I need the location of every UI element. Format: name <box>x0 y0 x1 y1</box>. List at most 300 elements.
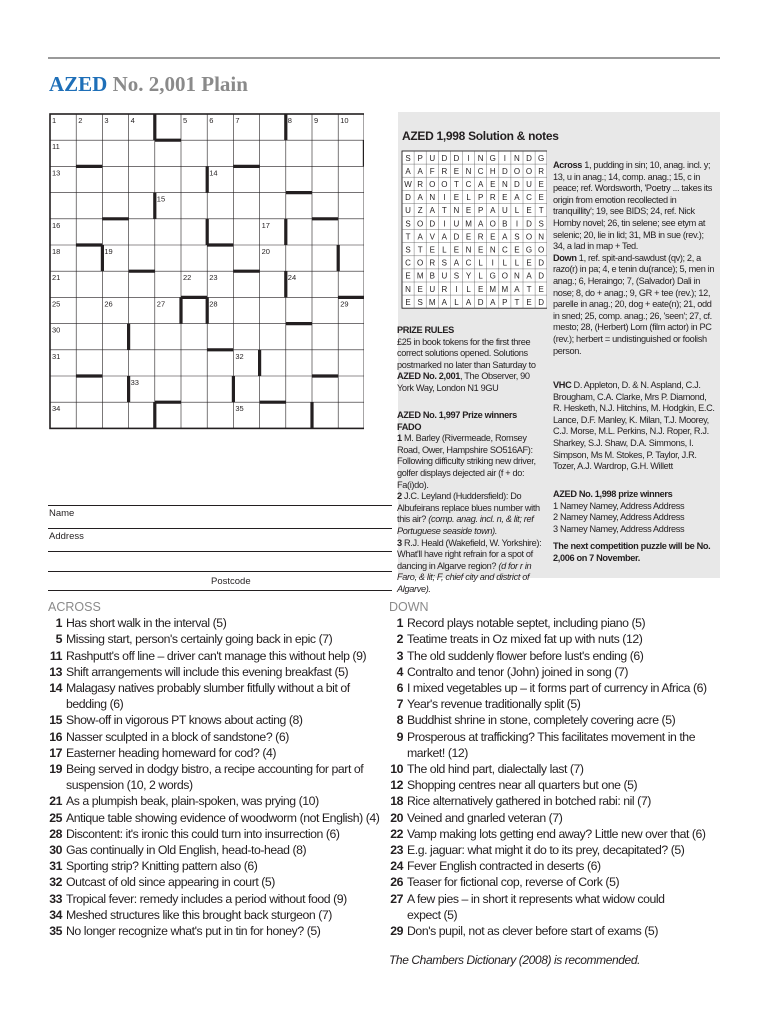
prize-winners-1997 <box>397 410 547 596</box>
across-notes-text: 1, pudding in sin; 10, anag. incl. y; 13, u in anag.; 14, comp. anag.; 15, c in peace; ref. Wordsworth, 'Poetry ... takes its origin from emotion recollected in tranquillity'; 19, see BIDS; 24, ref. Nick Hornby novel; 26, tin selene; see etym at selenic; 20, lie in lid; 31, MB in sue (rev.); 34, a lad in map + Ted. <box>553 160 712 252</box>
clue-number: 3 <box>396 648 403 663</box>
clue-number: 30 <box>49 843 62 858</box>
clue-number: 31 <box>49 859 62 874</box>
grid-clue-number: 25 <box>52 299 61 309</box>
clue-text: A few pies – in short it represents what widow could <box>407 891 665 906</box>
clue-text: Discontent: it's ironic this could turn into insurrection (6) <box>66 826 340 841</box>
across-clue <box>48 615 388 631</box>
winner-entry-2: 2 J.C. Leyland (Huddersfield): Do Albufeirans replace blues number with this air? (comp. anag. incl. n, & lit; ref Portuguese seaside town). <box>397 491 540 536</box>
solution-letter: P <box>417 153 423 163</box>
solution-letter: I <box>515 219 519 229</box>
solution-letter: H <box>489 166 496 176</box>
prize-rules-address: , The Observer, 90 York Way, London N1 9GU <box>397 371 530 393</box>
solution-letter: E <box>405 297 411 307</box>
puzzle-number: No. 2,001 Plain <box>112 72 248 96</box>
solution-letter: C <box>465 258 472 268</box>
solution-letter: N <box>514 153 520 163</box>
solution-letter: N <box>405 284 411 294</box>
grid-clue-number: 29 <box>340 299 349 309</box>
grid-clue-number: 35 <box>235 404 244 414</box>
down-clue <box>389 615 719 631</box>
down-clue <box>389 891 719 907</box>
down-clue <box>389 777 719 793</box>
solution-letter: N <box>429 193 436 203</box>
solution-letter: D <box>538 271 545 281</box>
grid-clue-number: 31 <box>52 351 61 361</box>
solution-letter: L <box>478 271 483 281</box>
down-clue <box>389 842 719 858</box>
solution-letter: G <box>489 271 496 281</box>
grid-clue-number: 13 <box>52 168 61 178</box>
solution-letter: G <box>538 153 545 163</box>
clue-number: 27 <box>390 891 403 906</box>
across-clue <box>48 891 388 907</box>
clue-text: Easterner heading homeward for cod? (4) <box>66 745 277 760</box>
across-clue <box>48 858 388 874</box>
top-rule <box>48 57 720 59</box>
solution-letter: D <box>429 219 436 229</box>
clue-text: Rashputt's off line – driver can't manage this without help (9) <box>66 648 367 663</box>
clue-number: 29 <box>390 924 403 939</box>
across-clue <box>48 680 388 696</box>
solution-letter: N <box>538 232 545 242</box>
prize-rules-puzzle: AZED No. 2,001 <box>397 371 461 382</box>
postcode-label: Postcode <box>211 576 251 587</box>
solution-letter: A <box>405 166 411 176</box>
solution-letter: S <box>538 219 544 229</box>
clue-number: 7 <box>396 697 403 712</box>
grid-clue-number: 10 <box>340 116 349 125</box>
clue-text: Sporting strip? Knitting pattern also (6) <box>66 859 258 874</box>
grid-clue-number: 1 <box>52 116 57 125</box>
grid-clue-number: 30 <box>52 325 61 335</box>
solution-letter: E <box>465 232 472 242</box>
clue-text: Gas continually in Old English, head-to-head (8) <box>66 843 307 858</box>
solution-letter: T <box>441 206 447 216</box>
solution-letter: B <box>502 219 508 229</box>
clue-number: 15 <box>49 713 62 728</box>
down-notes-label: Down <box>553 252 577 263</box>
solution-letter: E <box>526 297 532 307</box>
across-clue <box>48 729 388 745</box>
down-clue <box>389 761 719 777</box>
brand-azed: AZED <box>49 72 108 96</box>
clue-text: Contralto and tenor (John) joined in song (7) <box>407 664 629 679</box>
address-field[interactable] <box>48 551 392 552</box>
grid-clue-number: 34 <box>52 404 61 414</box>
solution-letter: E <box>526 206 532 216</box>
across-clue <box>48 712 388 728</box>
prize-rules-title: PRIZE RULES <box>397 325 454 335</box>
across-clue <box>48 842 388 858</box>
across-clue <box>48 745 388 761</box>
winner-entry-1: 1 M. Barley (Rivermeade, Romsey Road, Ower, Hampshire SO516AF): Following difficulty striking new driver, golfer displays dejected air (f + do: Fa(i)do). <box>397 433 536 490</box>
solution-letter: A <box>453 258 460 268</box>
solution-letter: U <box>526 180 532 189</box>
grid-clue-number: 19 <box>104 247 113 256</box>
solution-letter: R <box>477 232 484 242</box>
down-heading: DOWN <box>389 600 429 614</box>
solution-letter: A <box>441 232 448 242</box>
solution-letter: T <box>514 297 520 307</box>
solution-letter: D <box>538 297 545 307</box>
clue-text: Shift arrangements will include this evening breakfast (5) <box>66 664 349 679</box>
solution-letter: A <box>526 271 532 281</box>
clue-text: Fever English contracted in deserts (6) <box>407 859 601 874</box>
address-line-2[interactable] <box>48 571 392 572</box>
grid-clue-number: 17 <box>261 220 270 230</box>
solution-letter: O <box>489 219 496 229</box>
down-clue <box>389 631 719 647</box>
prize-rules-text: £25 in book tokens for the first three correct solutions opened. Solutions postmarked no later than Saturday to <box>397 336 536 370</box>
clue-text: Has short walk in the interval (5) <box>66 616 227 631</box>
clue-number: 17 <box>49 745 62 760</box>
solution-letter: L <box>454 297 459 307</box>
solution-letter: R <box>441 166 448 176</box>
solution-title: AZED 1,998 Solution & notes <box>402 129 559 143</box>
solution-letter: D <box>526 153 532 163</box>
across-notes-label: Across <box>553 160 583 170</box>
down-clue <box>389 810 719 826</box>
solution-letter: O <box>429 180 436 189</box>
solution-letter: D <box>526 219 532 229</box>
solution-letter: E <box>453 245 460 255</box>
solution-letter: I <box>503 153 506 163</box>
solution-letter: D <box>514 180 520 189</box>
solution-letter: N <box>477 153 484 163</box>
solution-letter: I <box>443 219 446 229</box>
solution-letter: N <box>465 166 472 176</box>
solution-letter: S <box>405 245 411 255</box>
solution-grid <box>401 150 547 320</box>
prize-rules-block <box>397 325 547 395</box>
solution-letter: E <box>453 166 460 176</box>
solution-letter: T <box>417 245 423 255</box>
down-clue <box>389 793 719 809</box>
down-notes-text: 1, ref. spit-and-sawdust (qv); 2, a razo(r) in pa; 4, e tenin du(rance); 5, men in anag.; 6, Heraingo; 7, (Salvador) Dali in nose; 8, do + anag.; 9, GR + tee (rev.); 12, parelle in anag.; 20, dog + eate(n); 21, odd in sned; 25, comp. anag.; 26, 'seen'; 27, cf. mesto; 28, (Herbert) Lom (film actor) in PC (rev.); herbert = undistinguished or foolish person. <box>553 252 715 356</box>
down-clue <box>389 874 719 890</box>
clue-number: 11 <box>49 648 62 663</box>
solution-letter: C <box>526 193 532 203</box>
grid-clue-number: 22 <box>183 273 192 283</box>
solution-letter: N <box>465 245 472 255</box>
solution-letter: E <box>405 271 411 281</box>
down-clue <box>389 648 719 664</box>
down-clue <box>389 858 719 874</box>
solution-letter: C <box>501 245 508 255</box>
clue-text: E.g. jaguar: what might it do to its prey, decapitated? (5) <box>407 843 685 858</box>
clue-text: suspension (10, 2 words) <box>66 778 193 793</box>
down-clue <box>389 745 719 761</box>
vhc-block <box>553 380 717 473</box>
solution-letter: C <box>405 258 411 268</box>
down-clue <box>389 712 719 728</box>
clue-number: 23 <box>390 843 403 858</box>
grid-clue-number: 24 <box>287 273 297 283</box>
clue-number: 14 <box>49 681 62 696</box>
solution-letter: U <box>453 219 460 229</box>
clue-number: 25 <box>49 810 62 825</box>
solution-letter: B <box>429 271 435 281</box>
name-label: Name <box>49 508 75 519</box>
clue-text: expect (5) <box>407 907 458 922</box>
crossword-grid[interactable] <box>48 112 364 487</box>
solution-letter: E <box>453 193 460 203</box>
solution-letter: W <box>404 180 412 189</box>
solution-letter: L <box>514 206 520 216</box>
clue-text: Nasser sculpted in a block of sandstone? (6) <box>66 729 289 744</box>
solution-letter: M <box>501 284 509 294</box>
solution-letter: A <box>477 219 484 229</box>
clue-text: Buddhist shrine in stone, completely covering acre (5) <box>407 713 676 728</box>
clue-text: market! (12) <box>407 745 468 760</box>
clue-text: Meshed structures like this brought back sturgeon (7) <box>66 907 332 922</box>
clue-text: Missing start, person's certainly going back in epic (7) <box>66 632 333 647</box>
solution-letter: A <box>477 180 484 189</box>
solution-letter: C <box>465 180 472 189</box>
vhc-text: D. Appleton, D. & N. Aspland, C.J. Brougham, C.A. Clarke, Mrs P. Diamond, R. Hesketh, N.J. Hitchins, M. Hodgkin, E.C. Lance, D.F. Manley, K. Milan, T.J. Moorey, C.J. Morse, M.L. Perkins, N.J. Roper, R.J. Sharkey, S.J. Shaw, D.A. Simmons, I. Simpson, Ms M. Stokes, P. Taylor, J.R. Tozer, A.J. Wardrop, G.H. Willett <box>553 380 715 472</box>
solution-letter: R <box>489 193 496 203</box>
solution-letter: A <box>465 297 472 307</box>
solution-letter: A <box>417 166 423 176</box>
grid-clue-number: 16 <box>52 220 61 230</box>
puzzle-title <box>49 72 248 97</box>
grid-clue-number: 14 <box>209 168 218 178</box>
clue-number: 35 <box>49 924 62 939</box>
solution-letter: E <box>477 245 484 255</box>
grid-clue-number: 4 <box>130 116 135 125</box>
clue-text: Rice alternatively gathered in botched rabi: nil (7) <box>407 794 651 809</box>
solution-letter: O <box>538 245 545 255</box>
solution-letter: U <box>429 284 436 294</box>
clue-number: 18 <box>390 794 403 809</box>
solution-letter: E <box>514 245 520 255</box>
solution-letter: O <box>501 271 508 281</box>
grid-clue-number: 15 <box>156 194 166 204</box>
solution-letter: S <box>514 232 520 242</box>
clue-number: 4 <box>396 664 403 679</box>
solution-letter: A <box>417 193 423 203</box>
across-clue <box>48 874 388 890</box>
solution-letter: N <box>489 245 496 255</box>
grid-clue-number: 11 <box>52 142 60 152</box>
grid-clue-number: 18 <box>52 247 61 256</box>
down-clue <box>389 696 719 712</box>
down-clues <box>389 599 719 939</box>
clue-number: 9 <box>396 729 403 744</box>
solution-letter: R <box>441 284 448 294</box>
clue-text: Show-off in vigorous PT knows about acting (8) <box>66 713 303 728</box>
winners-title: AZED No. 1,997 Prize winners <box>397 410 517 420</box>
clue-text: Outcast of old since appearing in court (5) <box>66 875 275 890</box>
clue-text: Record plays notable septet, including piano (5) <box>407 616 646 631</box>
solution-letter: S <box>441 258 448 268</box>
solution-letter: A <box>502 232 508 242</box>
clue-text: Shopping centres near all quarters but one (5) <box>407 778 638 793</box>
clue-number: 16 <box>49 729 62 744</box>
solution-letter: E <box>490 232 496 242</box>
grid-clue-number: 6 <box>209 116 214 125</box>
solution-letter: G <box>525 245 533 255</box>
across-clue <box>48 631 388 647</box>
solution-letter: E <box>538 284 544 294</box>
solution-letter: N <box>501 180 508 189</box>
solution-letter: O <box>513 166 521 176</box>
solution-letter: A <box>514 193 520 203</box>
winner1998-3: 3 Namey Namey, Address Address <box>553 523 685 534</box>
solution-letter: P <box>502 297 508 307</box>
solution-letter: L <box>466 284 471 294</box>
winner1998-1: 1 Namey Namey, Address Address <box>553 500 685 511</box>
clue-number: 19 <box>49 762 62 777</box>
solution-letter: E <box>465 206 472 216</box>
solution-letter: L <box>442 245 447 255</box>
address-label: Address <box>49 531 84 542</box>
solution-letter: C <box>477 166 484 176</box>
solution-letter: T <box>454 180 459 189</box>
winner-entry-3: 3 R.J. Heald (Wakefield, W. Yorkshire): What'll have right refrain for a spot of dancing in Algarve region? (d for r in Faro, & lit; F, chief city and district of Algarve). <box>397 537 542 594</box>
clue-number: 6 <box>396 681 403 696</box>
solution-letter: E <box>477 284 484 294</box>
solution-letter: I <box>443 193 446 203</box>
grid-clue-number: 23 <box>209 273 218 283</box>
clue-text: Don's pupil, not as clever before start of exams (5) <box>407 924 658 939</box>
next-competition: The next competition puzzle will be No. 2,006 on 7 November. <box>553 541 711 563</box>
postcode-field[interactable] <box>48 590 392 591</box>
name-field[interactable] <box>48 528 392 529</box>
grid-clue-number: 9 <box>314 116 319 125</box>
clue-number: 34 <box>49 907 62 922</box>
across-clue <box>48 923 388 939</box>
down-clue <box>389 826 719 842</box>
solution-letter: A <box>429 206 435 216</box>
solution-letter: L <box>514 258 520 268</box>
solution-letter: M <box>465 219 472 229</box>
winners1998-title: AZED No. 1,998 prize winners <box>553 489 673 499</box>
clue-text: Malagasy natives probably slumber fitfully without a bit of <box>66 681 350 696</box>
solution-letter: A <box>490 206 496 216</box>
vhc-label: VHC <box>553 380 572 390</box>
solution-letter: S <box>453 271 460 281</box>
solution-letter: E <box>538 193 544 203</box>
clue-number: 1 <box>55 616 62 631</box>
down-clue <box>389 680 719 696</box>
clue-number: 2 <box>396 632 403 647</box>
clue-number: 21 <box>49 794 62 809</box>
clue-number: 5 <box>55 632 62 647</box>
solution-letter: D <box>477 297 484 307</box>
clue-text: No longer recognize what's put in tin for honey? (5) <box>66 924 321 939</box>
down-clue <box>389 729 719 745</box>
solution-letter: R <box>429 258 436 268</box>
across-clue <box>48 793 388 809</box>
solution-letter: L <box>502 258 508 268</box>
clue-text: bedding (6) <box>66 697 124 712</box>
clue-text: The old hind part, dialectally last (7) <box>407 762 584 777</box>
clue-text: Teaser for fictional cop, reverse of Cork (5) <box>407 875 620 890</box>
solution-letter: E <box>502 193 508 203</box>
solution-letter: L <box>478 258 483 268</box>
grid-clue-number: 3 <box>104 116 109 125</box>
solution-letter: A <box>441 297 448 307</box>
solution-letter: Y <box>465 271 472 281</box>
down-clue <box>389 907 719 923</box>
clue-text: Tropical fever: remedy includes a period without food (9) <box>66 891 347 906</box>
grid-clue-number: 20 <box>261 247 270 256</box>
across-clue <box>48 810 388 826</box>
solution-letter: U <box>429 153 436 163</box>
down-clue <box>389 664 719 680</box>
solution-letter: E <box>490 180 496 189</box>
solution-letter: L <box>466 193 471 203</box>
solution-letter: F <box>429 166 435 176</box>
clue-number: 33 <box>49 891 62 906</box>
solution-letter: U <box>405 206 411 216</box>
clue-number: 10 <box>390 762 403 777</box>
grid-clue-number: 32 <box>235 351 244 361</box>
solution-letter: O <box>525 166 533 176</box>
grid-clue-number: 8 <box>287 116 292 125</box>
clue-text: Antique table showing evidence of woodworm (not English) (4) <box>66 810 380 825</box>
clue-number: 1 <box>396 616 403 631</box>
solution-letter: T <box>405 232 411 242</box>
grid-clue-number: 27 <box>156 299 166 309</box>
clue-number: 32 <box>49 875 62 890</box>
solution-letter: S <box>405 219 411 229</box>
across-clue <box>48 826 388 842</box>
solution-letter: O <box>417 258 424 268</box>
across-clue <box>48 648 388 664</box>
grid-clue-number: 26 <box>104 299 113 309</box>
clue-text: The old suddenly flower before lust's ending (6) <box>407 648 644 663</box>
solution-letter: S <box>417 297 423 307</box>
clue-number: 22 <box>390 826 403 841</box>
winner1998-2: 2 Namey Namey, Address Address <box>553 512 685 523</box>
solution-letter: O <box>441 180 448 189</box>
clue-text: Prosperous at trafficking? This facilitates movement in the <box>407 729 696 744</box>
clue-number: 28 <box>49 826 62 841</box>
across-clues <box>48 599 388 939</box>
solution-letter: V <box>429 232 435 242</box>
clue-number: 13 <box>49 664 62 679</box>
across-clue <box>48 761 388 777</box>
solution-letter: D <box>441 153 448 163</box>
across-clue <box>48 907 388 923</box>
clue-number: 24 <box>390 859 403 874</box>
solution-letter: M <box>416 271 424 281</box>
grid-clue-number: 7 <box>235 116 240 125</box>
across-heading: ACROSS <box>48 600 101 614</box>
name-line-top <box>48 505 392 506</box>
solution-letter: N <box>453 206 460 216</box>
solution-letter: E <box>417 284 423 294</box>
prize-winners-1998 <box>553 489 717 565</box>
solution-letter: Z <box>417 206 423 216</box>
winners-subtitle: FADO <box>397 421 422 432</box>
across-clue <box>48 696 388 712</box>
solution-notes <box>553 160 717 357</box>
solution-letter: A <box>490 297 496 307</box>
clue-number: 12 <box>390 778 403 793</box>
solution-letter: O <box>525 232 533 242</box>
across-clue <box>48 664 388 680</box>
solution-letter: N <box>514 271 520 281</box>
solution-letter: I <box>467 153 470 163</box>
clue-number: 20 <box>390 810 403 825</box>
solution-letter: D <box>453 153 460 163</box>
clue-text: Vamp making lots getting end away? Little new over that (6) <box>407 826 706 841</box>
solution-letter: P <box>477 206 484 216</box>
